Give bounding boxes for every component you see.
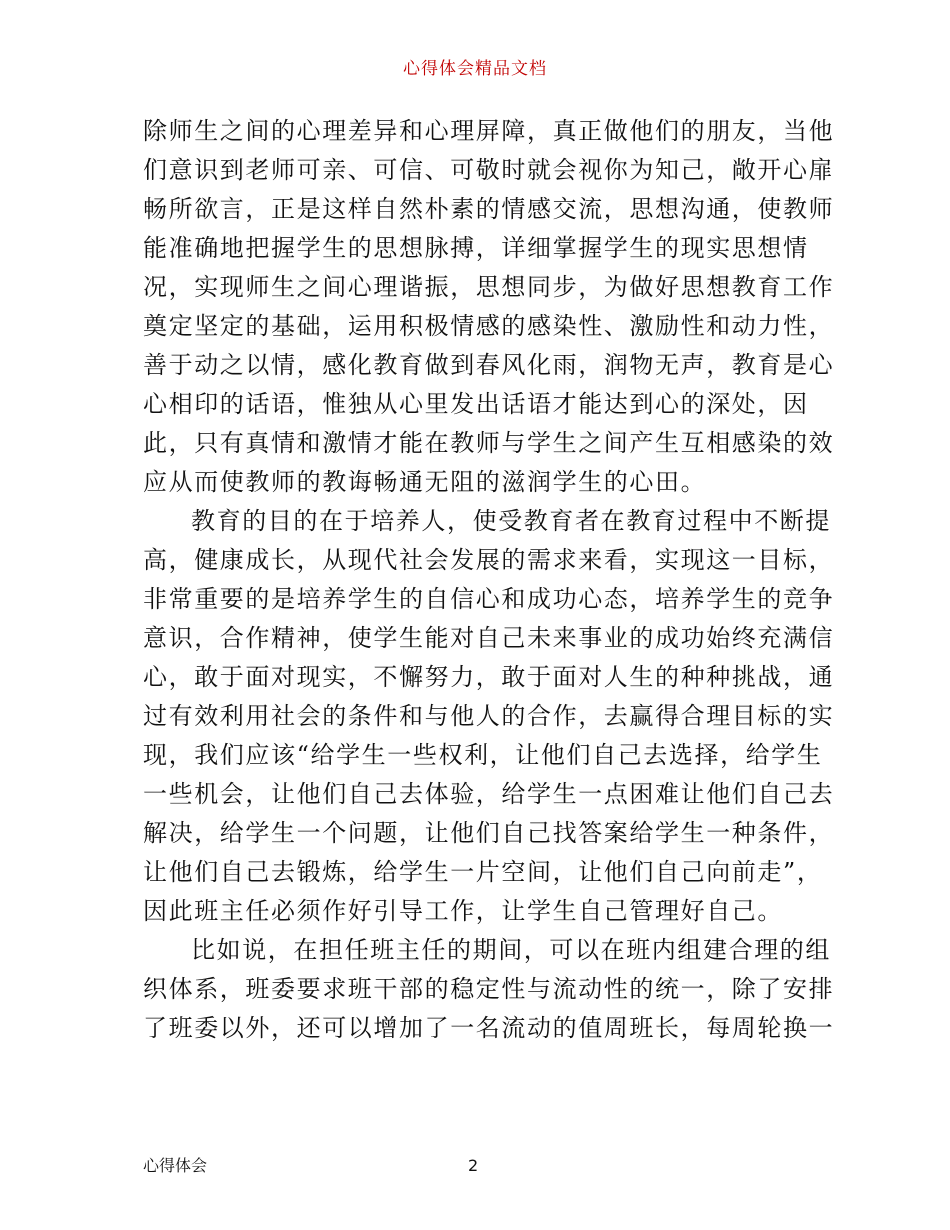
text-line: 织体系，班委要求班干部的稳定性与流动性的统一，除了安排: [143, 975, 835, 1003]
text-line: 除师生之间的心理差异和心理屏障，真正做他们的朋友，当他: [143, 117, 835, 145]
text-line: 心，敢于面对现实，不懈努力，敢于面对人生的种种挑战，通: [143, 663, 835, 691]
footer-label: 心得体会: [143, 1156, 208, 1175]
text-line: 能准确地把握学生的思想脉搏，详细掌握学生的现实思想情: [143, 234, 809, 262]
text-line: 高，健康成长，从现代社会发展的需求来看，实现这一目标，: [143, 546, 835, 574]
text-line-paragraph-start: 教育的目的在于培养人，使受教育者在教育过程中不断提: [191, 507, 831, 535]
text-line: 心相印的话语，惟独从心里发出话语才能达到心的深处，因: [143, 390, 809, 418]
text-line: 况，实现师生之间心理谐振，思想同步，为做好思想教育工作: [143, 273, 835, 301]
page-number: 2: [468, 1156, 479, 1175]
text-line: 们意识到老师可亲、可信、可敬时就会视你为知己，敞开心扉: [143, 156, 835, 184]
text-line: 畅所欲言，正是这样自然朴素的情感交流，思想沟通，使教师: [143, 195, 835, 223]
text-line: 非常重要的是培养学生的自信心和成功心态，培养学生的竞争: [143, 585, 835, 613]
text-line: 善于动之以情，感化教育做到春风化雨，润物无声，教育是心: [143, 351, 835, 379]
text-line: 过有效利用社会的条件和与他人的合作，去赢得合理目标的实: [143, 702, 835, 730]
text-line: 奠定坚定的基础，运用积极情感的感染性、激励性和动力性，: [143, 312, 835, 340]
text-line: 因此班主任必须作好引导工作，让学生自己管理好自己。: [143, 897, 783, 925]
body-text: [143, 112, 835, 1048]
text-line: 解决，给学生一个问题，让他们自己找答案给学生一种条件，: [143, 819, 835, 847]
page-header-title: 心得体会精品文档: [403, 59, 547, 79]
text-line: 应从而使教师的教诲畅通无阻的滋润学生的心田。: [143, 468, 707, 496]
text-line: 此，只有真情和激情才能在教师与学生之间产生互相感染的效: [143, 429, 835, 457]
text-line: 现，我们应该“给学生一些权利，让他们自己去选择，给学生: [143, 741, 823, 769]
text-line: 让他们自己去锻炼，给学生一片空间，让他们自己向前走”，: [143, 858, 823, 886]
text-line: 意识，合作精神，使学生能对自己未来事业的成功始终充满信: [143, 624, 835, 652]
text-line-paragraph-start: 比如说，在担任班主任的期间，可以在班内组建合理的组: [191, 936, 831, 964]
text-line: 了班委以外，还可以增加了一名流动的值周班长，每周轮换一: [143, 1014, 835, 1042]
text-line: 一些机会，让他们自己去体验，给学生一点困难让他们自己去: [143, 780, 835, 808]
